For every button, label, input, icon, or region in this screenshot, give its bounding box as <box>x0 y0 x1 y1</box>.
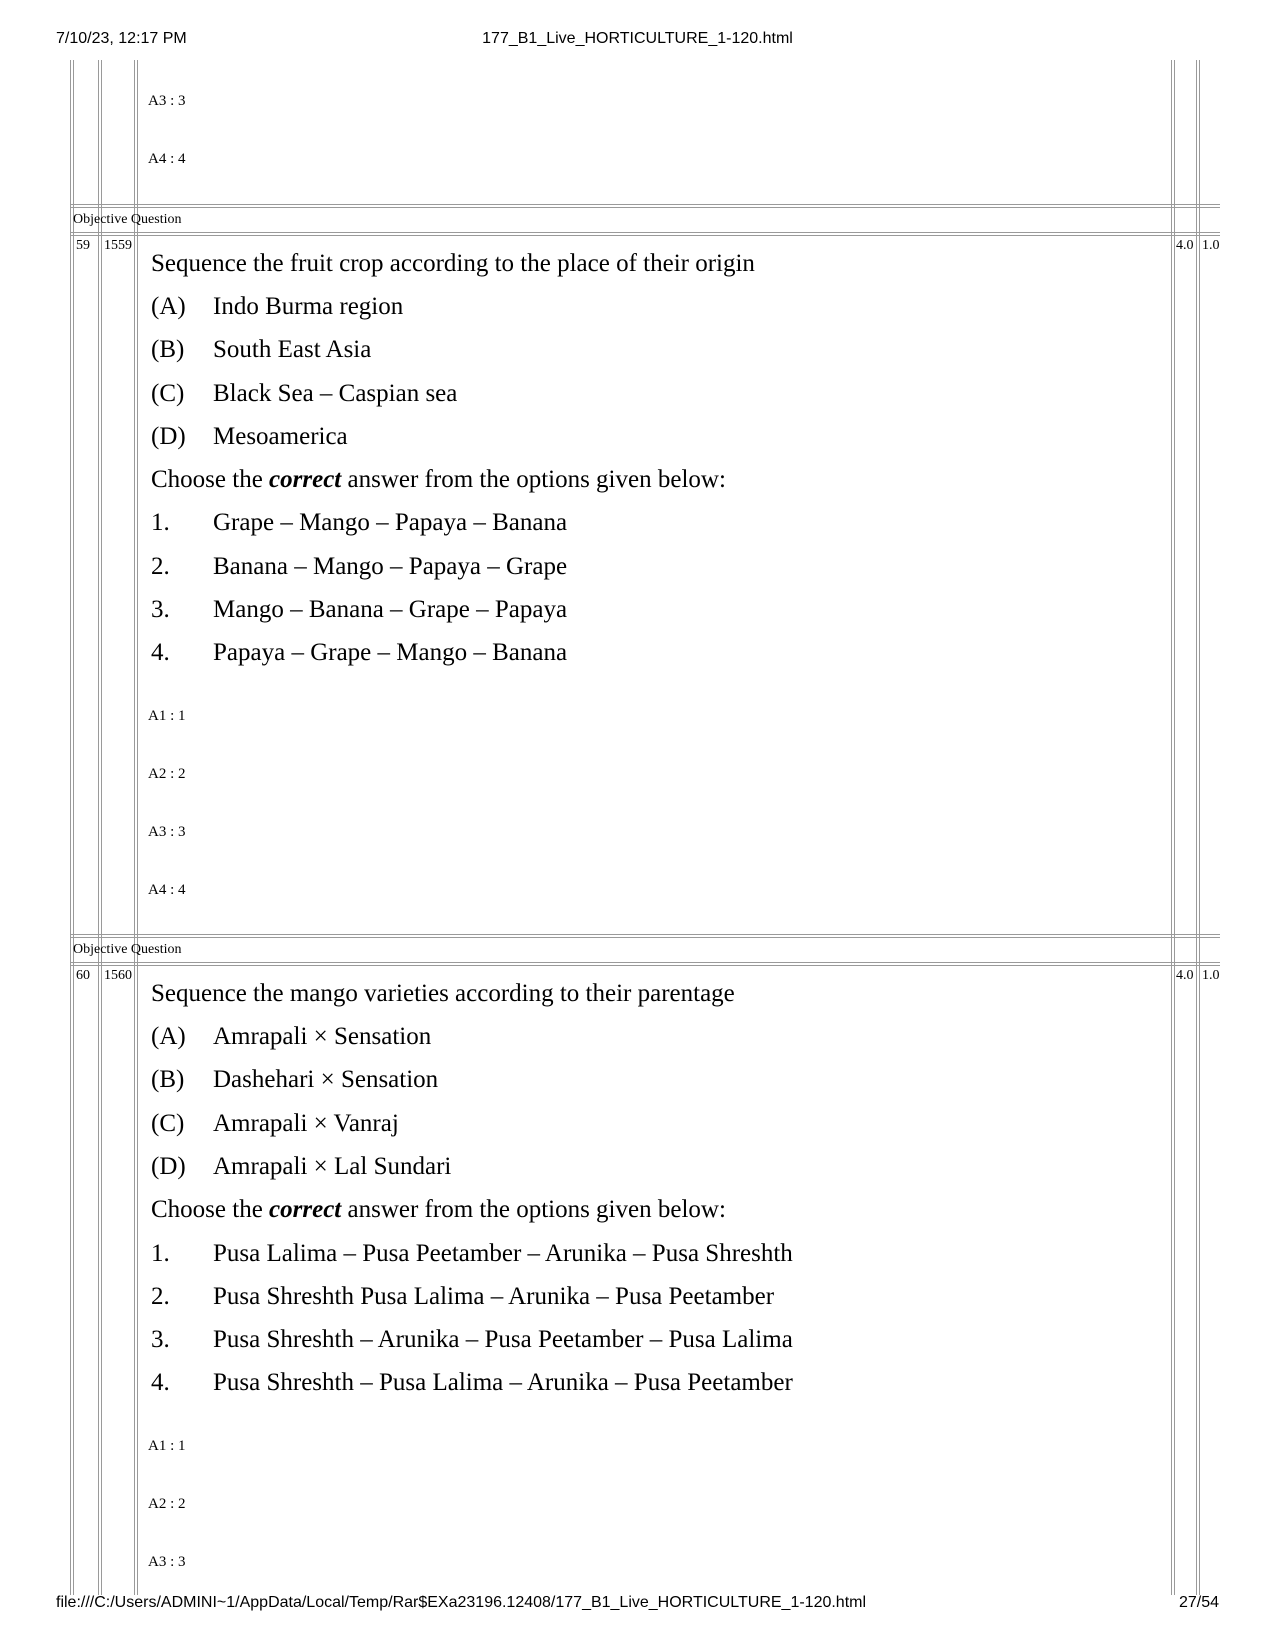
item-label: (B) <box>151 336 185 363</box>
marks: 4.0 <box>1176 238 1194 253</box>
choice-text: Pusa Shreshth – Pusa Lalima – Arunika – Pusa Peetamber <box>213 1369 793 1396</box>
choice-text: Papaya – Grape – Mango – Banana <box>213 639 568 666</box>
item-label: (C) <box>151 1110 185 1137</box>
choice-text: Grape – Mango – Papaya – Banana <box>213 509 568 536</box>
page-number: 27/54 <box>1178 1594 1219 1611</box>
serial-number: 59 <box>76 238 90 253</box>
choice-number: 2. <box>151 553 170 580</box>
item-text: Indo Burma region <box>213 293 404 320</box>
choice-text: Mango – Banana – Grape – Papaya <box>213 596 568 623</box>
choice-text: Pusa Shreshth – Arunika – Pusa Peetamber – Pusa Lalima <box>213 1326 793 1353</box>
list-item <box>151 423 348 451</box>
item-label: (A) <box>151 1023 186 1050</box>
section-label: Objective Question <box>73 942 182 957</box>
item-label: (A) <box>151 293 186 320</box>
choice-number: 3. <box>151 1326 170 1353</box>
answer-option: A2 : 2 <box>148 766 186 782</box>
document-title: 177_B1_Live_HORTICULTURE_1-120.html <box>482 30 793 47</box>
list-item <box>151 293 403 321</box>
item-text: Amrapali × Sensation <box>213 1023 432 1050</box>
question-id: 1560 <box>104 968 132 983</box>
choice-number: 3. <box>151 596 170 623</box>
choice-number: 4. <box>151 639 170 666</box>
item-label: (B) <box>151 1066 185 1093</box>
choice-option <box>151 1326 793 1354</box>
item-text: Amrapali × Lal Sundari <box>213 1153 452 1180</box>
choice-text: Banana – Mango – Papaya – Grape <box>213 553 568 580</box>
choice-option <box>151 1369 793 1397</box>
choice-number: 1. <box>151 1240 170 1267</box>
choice-number: 2. <box>151 1283 170 1310</box>
question-text: Sequence the fruit crop according to the place of their origin <box>151 250 755 277</box>
choice-number: 4. <box>151 1369 170 1396</box>
item-text: Mesoamerica <box>213 423 348 450</box>
list-item <box>151 380 457 408</box>
item-text: Amrapali × Vanraj <box>213 1110 399 1137</box>
choice-option <box>151 1240 793 1268</box>
item-label: (D) <box>151 423 186 450</box>
item-text: Black Sea – Caspian sea <box>213 380 458 407</box>
instruction-text: Choose the correct answer from the options given below: <box>151 1196 726 1223</box>
item-label: (D) <box>151 1153 186 1180</box>
answer-option: A1 : 1 <box>148 1438 186 1454</box>
print-datetime: 7/10/23, 12:17 PM <box>56 30 187 47</box>
question-id: 1559 <box>104 238 132 253</box>
choice-option <box>151 553 567 581</box>
answer-option: A4 : 4 <box>148 151 186 167</box>
list-item <box>151 1023 431 1051</box>
list-item <box>151 1110 399 1138</box>
instruction-text: Choose the correct answer from the options given below: <box>151 466 726 493</box>
negative-marks: 1.0 <box>1202 238 1220 253</box>
item-label: (C) <box>151 380 185 407</box>
marks: 4.0 <box>1176 968 1194 983</box>
choice-text: Pusa Shreshth Pusa Lalima – Arunika – Pusa Peetamber <box>213 1283 775 1310</box>
choice-text: Pusa Lalima – Pusa Peetamber – Arunika – Pusa Shreshth <box>213 1240 793 1267</box>
list-item <box>151 1153 451 1181</box>
answer-option: A1 : 1 <box>148 708 186 724</box>
answer-option: A3 : 3 <box>148 1554 186 1570</box>
question-text: Sequence the mango varieties according to their parentage <box>151 980 735 1007</box>
answer-option: A2 : 2 <box>148 1496 186 1512</box>
choice-option <box>151 509 567 537</box>
answer-option: A4 : 4 <box>148 882 186 898</box>
choice-option <box>151 639 567 667</box>
choice-number: 1. <box>151 509 170 536</box>
list-item <box>151 1066 438 1094</box>
answer-option: A3 : 3 <box>148 93 186 109</box>
item-text: Dashehari × Sensation <box>213 1066 439 1093</box>
negative-marks: 1.0 <box>1202 968 1220 983</box>
file-path: file:///C:/Users/ADMINI~1/AppData/Local/Temp/Rar$EXa23196.12408/177_B1_Live_HORTICULTURE_1-120.html <box>56 1594 867 1611</box>
item-text: South East Asia <box>213 336 372 363</box>
serial-number: 60 <box>76 968 90 983</box>
answer-option: A3 : 3 <box>148 824 186 840</box>
list-item <box>151 336 371 364</box>
choice-option <box>151 596 567 624</box>
choice-option <box>151 1283 774 1311</box>
section-label: Objective Question <box>73 212 182 227</box>
